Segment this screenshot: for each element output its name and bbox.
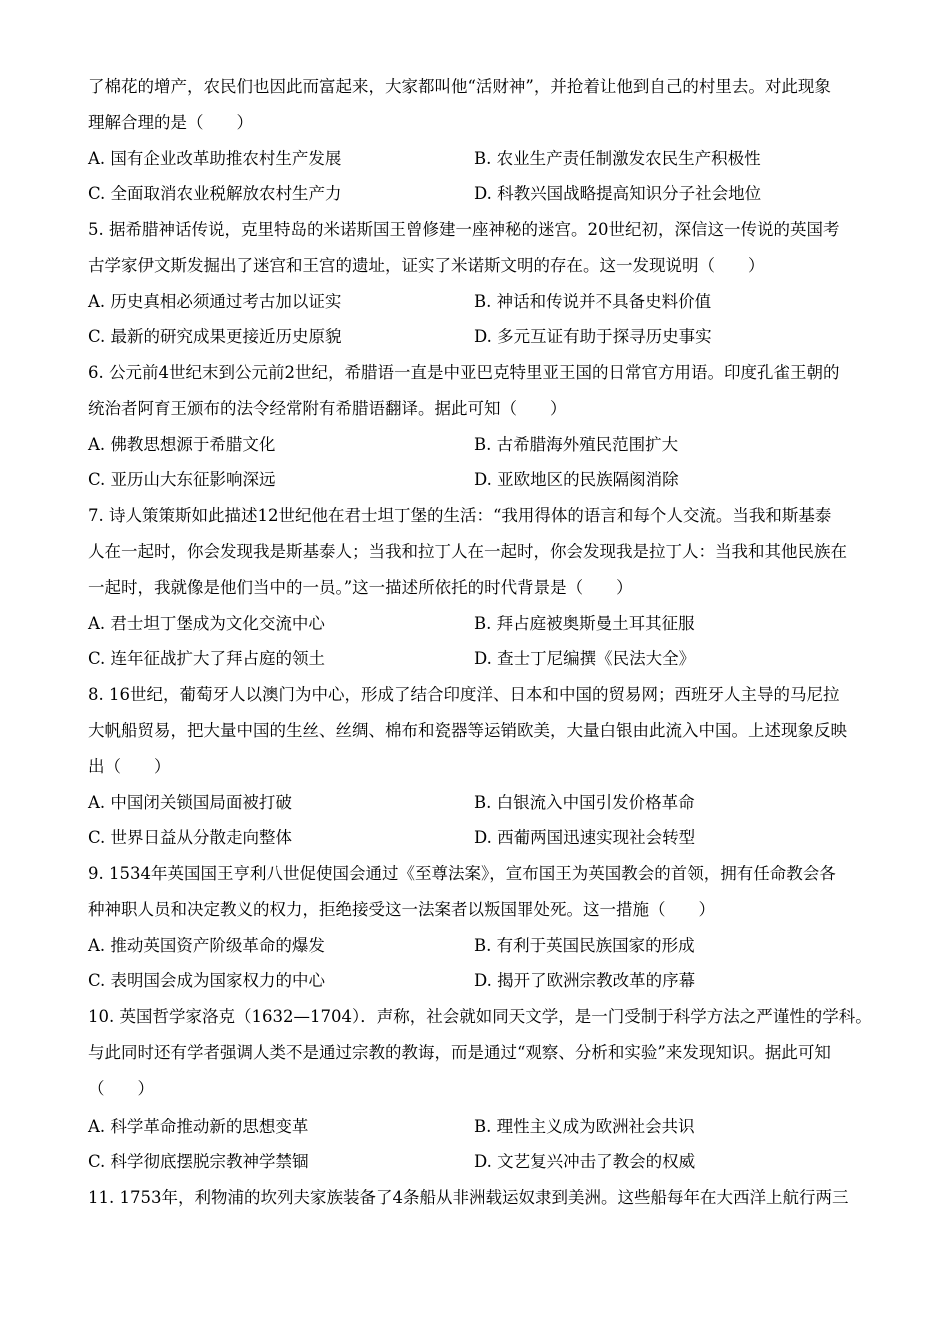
q8-option-d: D. 西葡两国迅速实现社会转型 [474,828,696,847]
q10-option-c: C. 科学彻底摆脱宗教神学禁锢 [88,1152,309,1171]
q10-option-b: B. 理性主义成为欧洲社会共识 [474,1117,695,1136]
q4-option-c: C. 全面取消农业税解放农村生产力 [88,184,342,203]
q7-option-d: D. 查士丁尼编撰《民法大全》 [474,649,696,668]
q10-option-d: D. 文艺复兴冲击了教会的权威 [474,1152,696,1171]
q7-option-c: C. 连年征战扩大了拜占庭的领土 [88,649,326,668]
q4-stem-line-2: 理解合理的是（ ） [88,113,253,132]
q9-stem-line-1: 9. 1534年英国国王亨利八世促使国会通过《至尊法案》，宣布国王为英国教会的首领，拥有任命教会各 [88,864,836,883]
q6-option-d: D. 亚欧地区的民族隔阂消除 [474,470,679,489]
q5-option-a: A. 历史真相必须通过考古加以证实 [88,292,342,311]
q6-stem-line-2: 统治者阿育王颁布的法令经常附有希腊语翻译。据此可知（ ） [88,399,567,418]
q10-stem-line-2: 与此同时还有学者强调人类不是通过宗教的教诲，而是通过“观察、分析和实验”来发现知识。据此可知 [88,1043,831,1062]
q8-option-b: B. 白银流入中国引发价格革命 [474,793,695,812]
q5-stem-line-2: 古学家伊文斯发掘出了迷宫和王宫的遗址，证实了米诺斯文明的存在。这一发现说明（ ） [88,256,765,275]
q4-option-a: A. 国有企业改革助推农村生产发展 [88,149,342,168]
q5-option-c: C. 最新的研究成果更接近历史原貌 [88,327,342,346]
q10-stem-line-3: （ ） [88,1079,154,1098]
q9-option-d: D. 揭开了欧洲宗教改革的序幕 [474,971,696,990]
q8-option-c: C. 世界日益从分散走向整体 [88,828,293,847]
q7-option-a: A. 君士坦丁堡成为文化交流中心 [88,614,325,633]
q5-option-d: D. 多元互证有助于探寻历史事实 [474,327,712,346]
q6-option-b: B. 古希腊海外殖民范围扩大 [474,435,679,454]
q8-stem-line-2: 大帆船贸易，把大量中国的生丝、丝绸、棉布和瓷器等运销欧美，大量白银由此流入中国。上述现象反映 [88,721,847,740]
q7-stem-line-1: 7. 诗人策策斯如此描述12世纪他在君士坦丁堡的生活：“我用得体的语言和每个人交流。当我和斯基泰 [88,506,832,525]
q8-stem-line-3: 出（ ） [88,757,171,776]
q9-option-b: B. 有利于英国民族国家的形成 [474,936,695,955]
q6-option-a: A. 佛教思想源于希腊文化 [88,435,276,454]
q10-option-a: A. 科学革命推动新的思想变革 [88,1117,309,1136]
q4-option-d: D. 科教兴国战略提高知识分子社会地位 [474,184,762,203]
q4-option-b: B. 农业生产责任制激发农民生产积极性 [474,149,761,168]
q5-option-b: B. 神话和传说并不具备史料价值 [474,292,712,311]
q5-stem-line-1: 5. 据希腊神话传说，克里特岛的米诺斯国王曾修建一座神秘的迷宫。20世纪初，深信这一传说的英国考 [88,220,840,239]
q10-stem-line-1: 10. 英国哲学家洛克（1632—1704）．声称，社会就如同天文学，是一门受制于科学方法之严谨性的学科。 [88,1007,872,1026]
q9-option-c: C. 表明国会成为国家权力的中心 [88,971,326,990]
q11-stem-line-1: 11. 1753年，利物浦的坎列夫家族装备了4条船从非洲载运奴隶到美洲。这些船每年在大西洋上航行两三 [88,1188,849,1207]
q6-option-c: C. 亚历山大东征影响深远 [88,470,276,489]
q7-stem-line-2: 人在一起时，你会发现我是斯基泰人；当我和拉丁人在一起时，你会发现我是拉丁人：当我和其他民族在 [88,542,847,561]
q9-option-a: A. 推动英国资产阶级革命的爆发 [88,936,325,955]
q4-stem-line-1: 了棉花的增产，农民们也因此而富起来，大家都叫他“活财神”，并抢着让他到自己的村里去。对此现象 [88,77,831,96]
q8-stem-line-1: 8. 16世纪，葡萄牙人以澳门为中心，形成了结合印度洋、日本和中国的贸易网；西班牙人主导的马尼拉 [88,685,840,704]
q6-stem-line-1: 6. 公元前4世纪末到公元前2世纪，希腊语一直是中亚巴克特里亚王国的日常官方用语。印度孔雀王朝的 [88,363,840,382]
q9-stem-line-2: 种神职人员和决定教义的权力，拒绝接受这一法案者以叛国罪处死。这一措施（ ） [88,900,715,919]
q7-stem-line-3: 一起时，我就像是他们当中的一员。”这一描述所依托的时代背景是（ ） [88,578,633,597]
q8-option-a: A. 中国闭关锁国局面被打破 [88,793,292,812]
q7-option-b: B. 拜占庭被奥斯曼土耳其征服 [474,614,695,633]
